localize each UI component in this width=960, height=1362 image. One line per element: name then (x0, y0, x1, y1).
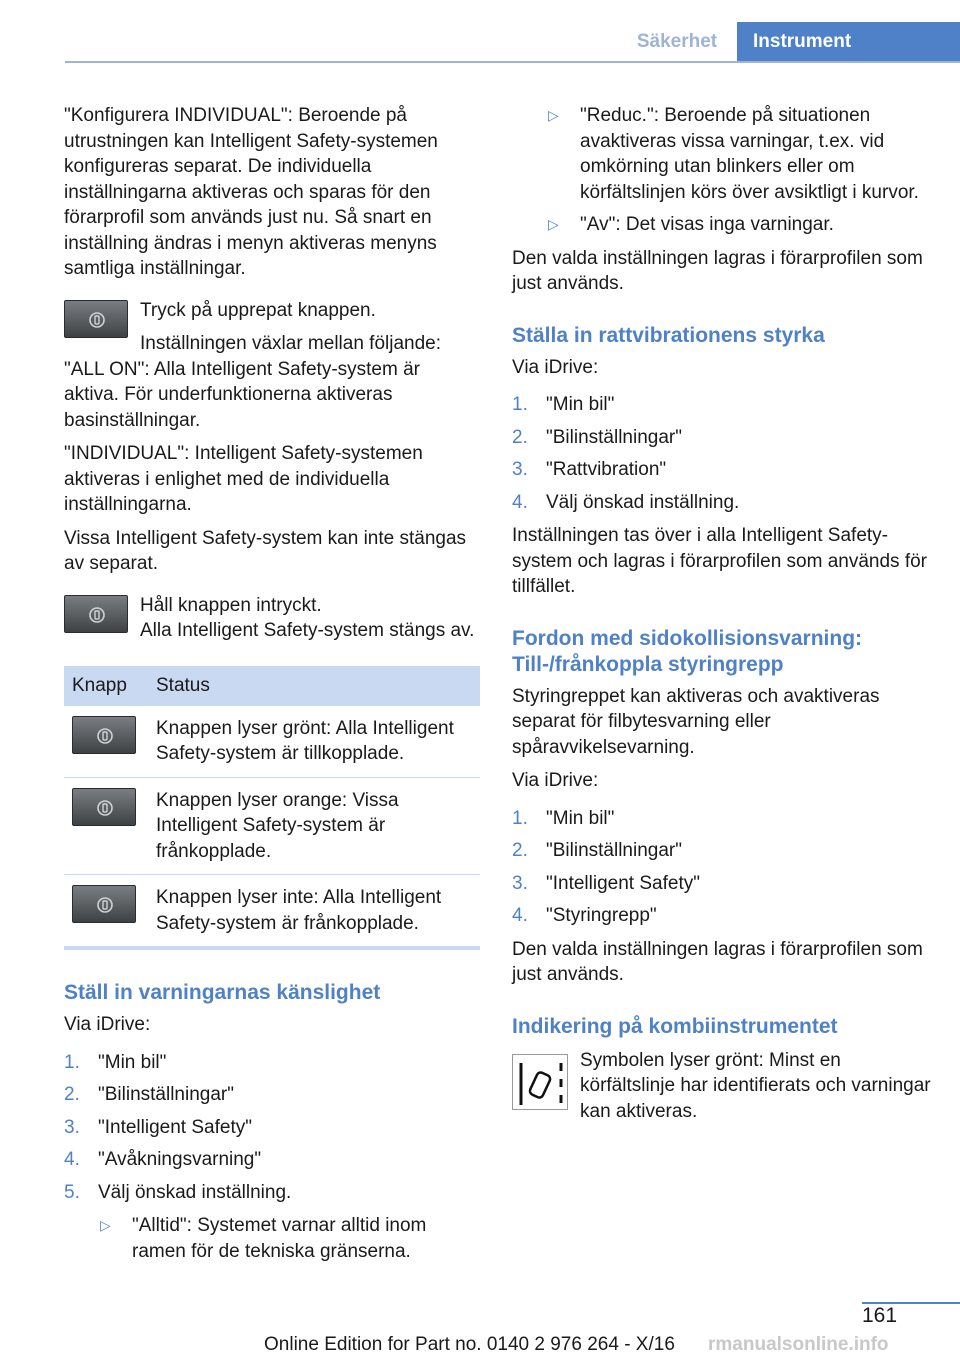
page-header (0, 0, 960, 62)
list-item: 5. Välj önskad inställning. (64, 1181, 292, 1203)
heading-sidokollision: Fordon med sidokollisionsvarning: Till-/frånkoppla styringrepp (512, 626, 863, 676)
table-cell-status: Knappen lyser inte: Alla Intelligent Safety-system är frånkopplade. (148, 875, 480, 949)
list-item: 4. "Styringrepp" (512, 905, 657, 926)
table-header-knapp: Knapp (64, 666, 148, 706)
list-item: 3. "Rattvibration" (512, 459, 667, 480)
toggle-note: Inställningen växlar mellan följande: (140, 333, 442, 354)
list-item: 2. "Bilinställningar" (64, 1084, 234, 1105)
table-cell-status: Knappen lyser grönt: Alla Intelligent Safety-system är tillkopplade. (148, 706, 480, 778)
section-tab-instrument[interactable]: Instrument (737, 22, 960, 62)
list-item: 3. "Intelligent Safety" (64, 1116, 252, 1138)
hold-instruction: Håll knappen intryckt. (140, 594, 322, 616)
left-column (64, 103, 480, 1272)
list-item: ▷ "Reduc.": Beroende på situationen avaktiveras vissa varningar, t.ex. vid omkörning utan blinkers eller om körfältslinjen körs över avsiktligt i kurvor. (548, 105, 919, 203)
list-item: ▷ "Alltid": Systemet varnar alltid inom ramen för de tekniska gränserna. (100, 1215, 427, 1262)
list-item: 4. "Avåkningsvarning" (64, 1149, 262, 1170)
section-tab-sakerhet[interactable]: Säkerhet (636, 31, 718, 52)
all-on-paragraph: "ALL ON": Alla Intelligent Safety-system är aktiva. För underfunktionerna aktiveras basinställningar. (64, 358, 420, 431)
individual-paragraph: "INDIVIDUAL": Intelligent Safety-systemen aktiveras i enlighet med de individuella inställningarna. (64, 443, 423, 515)
table-row (64, 875, 480, 949)
via-idrive: Via iDrive: (512, 770, 599, 791)
intelligent-safety-button-icon (64, 595, 128, 633)
button-status-table (64, 666, 480, 951)
press-instruction: Tryck på upprepat knappen. (140, 299, 376, 321)
list-item: 1. "Min bil" (64, 1051, 167, 1073)
intelligent-safety-button-icon (64, 300, 128, 338)
kombi-text: Symbolen lyser grönt: Minst en körfältslinje har identifierats och varningar kan aktiveras. (580, 1049, 931, 1122)
table-row (64, 706, 480, 778)
table-header-status: Status (148, 666, 480, 706)
intelligent-safety-button-icon (72, 885, 136, 923)
hold-result: Alla Intelligent Safety-system stängs av. (140, 620, 475, 641)
triangle-bullet-icon: ▷ (548, 107, 559, 123)
intelligent-safety-button-icon (72, 788, 136, 826)
vissa-paragraph: Vissa Intelligent Safety-system kan inte stängas av separat. (64, 527, 467, 574)
saved-note: Den valda inställningen lagras i förarprofilen som just används. (512, 247, 923, 294)
table-row (64, 777, 480, 875)
sub-options-list (64, 1213, 480, 1264)
list-item: 4. Välj önskad inställning. (512, 491, 740, 513)
heading-kanslighet: Ställ in varningarnas känslighet (64, 981, 381, 1004)
heading-rattvibration: Ställa in rattvibrationens styrka (512, 323, 825, 347)
intro-paragraph: "Konfigurera INDIVIDUAL": Beroende på utrustningen kan Intelligent Safety-systemen konfigureras separat. De individuella inställningarna aktiveras och sparas för den förarprofil som används just nu. Så snart en inställning ändras i menyn aktiveras menyns samtliga inställningar. (64, 105, 438, 279)
edition-note: Online Edition for Part no. 0140 2 976 264 - X/16 (264, 1334, 675, 1355)
list-item: 1. "Min bil" (512, 394, 615, 415)
button-press-block (64, 298, 480, 357)
kombi-block (512, 1048, 932, 1125)
via-idrive: Via iDrive: (64, 1014, 151, 1035)
list-item: 2. "Bilinställningar" (512, 426, 682, 448)
styringrepp-paragraph: Styringreppet kan aktiveras och avaktiveras separat för filbytesvarning eller spåravvikelsevarning. (512, 685, 880, 758)
sub-options-list (512, 103, 932, 238)
table-cell-status: Knappen lyser orange: Vissa Intelligent Safety-system är frånkopplade. (148, 777, 480, 875)
intelligent-safety-button-icon (72, 716, 136, 754)
via-idrive: Via iDrive: (512, 356, 599, 378)
button-hold-block (64, 593, 480, 619)
list-item: 3. "Intelligent Safety" (512, 872, 700, 894)
saved-note: Den valda inställningen lagras i förarprofilen som just används. (512, 938, 923, 985)
steps-list-rattvibration (512, 392, 932, 515)
list-item: 1. "Min bil" (512, 807, 615, 829)
steps-list-styringrepp (512, 806, 932, 929)
list-item: ▷ "Av": Det visas inga varningar. (512, 212, 932, 238)
right-column (512, 103, 932, 1124)
lane-departure-icon (512, 1054, 568, 1110)
triangle-bullet-icon: ▷ (100, 1217, 111, 1233)
watermark: rmanualsonline.info (708, 1334, 889, 1355)
list-item: 2. "Bilinställningar" (512, 840, 682, 861)
page-number: 161 (862, 1304, 898, 1327)
takeover-note: Inställningen tas över i alla Intelligent Safety-system och lagras i förarprofilen som används för tillfället. (512, 525, 928, 597)
steps-list-kanslighet (64, 1050, 480, 1206)
triangle-bullet-icon: ▷ (548, 216, 559, 232)
header-rule (65, 61, 960, 63)
heading-kombiinstrument: Indikering på kombiinstrumentet (512, 1014, 838, 1038)
